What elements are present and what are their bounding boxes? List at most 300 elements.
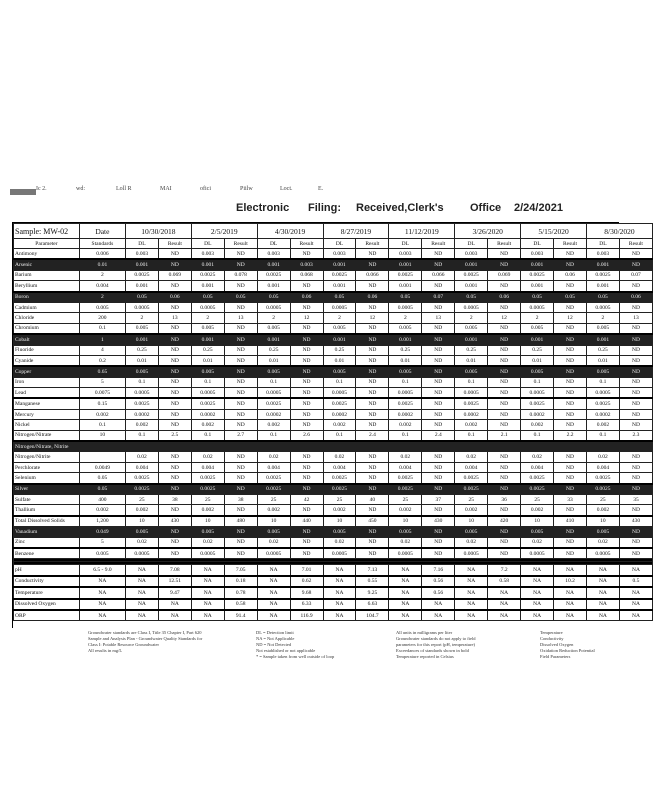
result-cell: ND [356, 473, 389, 484]
subheader-cell: DL [323, 239, 356, 249]
table-row [14, 452, 653, 462]
result-cell: ND [290, 377, 323, 387]
parameter-name: Thallium [14, 505, 80, 516]
result-cell: ND [356, 345, 389, 355]
result-cell: ND [554, 462, 587, 472]
result-cell: 13 [422, 313, 455, 323]
result-cell: NA [554, 610, 587, 621]
result-cell: 0.58 [488, 576, 521, 587]
detection-limit-cell: 0.005 [586, 366, 619, 377]
detection-limit-cell: 0.25 [125, 345, 158, 355]
result-cell [158, 441, 191, 452]
detection-limit-cell: 0.005 [125, 527, 158, 537]
result-cell: ND [290, 548, 323, 559]
date-header: 5/15/2020 [521, 224, 587, 239]
parameter-name: Dissolved Oxygen [14, 599, 80, 610]
date-header: 10/30/2018 [125, 224, 191, 239]
standard-value: 0.0049 [79, 462, 125, 472]
standard-value: 200 [79, 313, 125, 323]
detection-limit-cell: NA [389, 576, 422, 587]
detection-limit-cell: 0.005 [323, 366, 356, 377]
result-cell: ND [422, 398, 455, 409]
detection-limit-cell: 0.0005 [389, 302, 422, 312]
result-cell: ND [619, 505, 652, 516]
result-cell: 0.066 [422, 270, 455, 280]
result-cell: ND [290, 302, 323, 312]
result-cell: 0.78 [224, 587, 257, 598]
result-cell: ND [158, 398, 191, 409]
result-cell: ND [554, 323, 587, 334]
detection-limit-cell: 0.1 [323, 430, 356, 441]
standard-value: NA [79, 587, 125, 598]
result-cell: 0.078 [224, 270, 257, 280]
result-cell: 7.08 [158, 565, 191, 576]
detection-limit-cell: NA [389, 610, 422, 621]
table-row [14, 313, 653, 323]
result-cell: 0.07 [422, 292, 455, 303]
result-cell: NA [422, 599, 455, 610]
table-row [14, 537, 653, 548]
result-cell: 2.5 [158, 430, 191, 441]
standard-value: 0.15 [79, 398, 125, 409]
table-row [14, 516, 653, 527]
detection-limit-cell: 0.001 [125, 334, 158, 345]
result-cell: ND [488, 409, 521, 419]
result-cell: ND [554, 548, 587, 559]
detection-limit-cell: 0.0005 [455, 302, 488, 312]
detection-limit-cell: 0.0002 [257, 409, 290, 419]
detection-limit-cell: 0.001 [521, 334, 554, 345]
result-cell: ND [224, 548, 257, 559]
detection-limit-cell: 0.1 [521, 430, 554, 441]
result-cell: ND [158, 366, 191, 377]
parameter-name: Nickel [14, 420, 80, 430]
result-cell: ND [488, 388, 521, 399]
detection-limit-cell: NA [521, 599, 554, 610]
detection-limit-cell: 0.005 [586, 323, 619, 334]
standard-value: 4 [79, 345, 125, 355]
detection-limit-cell: NA [586, 587, 619, 598]
result-cell: 0.003 [290, 259, 323, 270]
detection-limit-cell: NA [389, 565, 422, 576]
detection-limit-cell: NA [521, 565, 554, 576]
result-cell [224, 441, 257, 452]
detection-limit-cell: 0.0025 [586, 398, 619, 409]
detection-limit-cell: 0.002 [455, 505, 488, 516]
detection-limit-cell: 0.0025 [323, 398, 356, 409]
parameter-name: Conductivity [14, 576, 80, 587]
table-row [14, 587, 653, 598]
table-row [14, 484, 653, 495]
detection-limit-cell: 0.001 [323, 334, 356, 345]
detection-limit-cell: 0.05 [455, 292, 488, 303]
result-cell: ND [224, 259, 257, 270]
footnote-line: Conductivity [540, 636, 564, 641]
detection-limit-cell: 0.003 [191, 249, 224, 260]
table-row [14, 334, 653, 345]
detection-limit-cell: 0.05 [125, 292, 158, 303]
subheader-cell: Result [422, 239, 455, 249]
detection-limit-cell: 0.1 [191, 377, 224, 387]
result-cell: ND [158, 420, 191, 430]
date-header-row [14, 224, 653, 239]
detection-limit-cell: 0.001 [323, 259, 356, 270]
detection-limit-cell: 0.0025 [323, 270, 356, 280]
result-cell: ND [554, 388, 587, 399]
result-cell: ND [158, 281, 191, 292]
detection-limit-cell: 0.004 [257, 462, 290, 472]
result-cell: ND [290, 249, 323, 260]
result-cell: ND [224, 420, 257, 430]
header-strip-item: Ic 2. [36, 186, 47, 192]
detection-limit-cell: 0.0002 [125, 409, 158, 419]
result-cell: ND [290, 366, 323, 377]
result-cell: ND [356, 537, 389, 548]
detection-limit-cell: 0.01 [323, 355, 356, 366]
table-row [14, 377, 653, 387]
table-row [14, 398, 653, 409]
result-cell: 440 [290, 516, 323, 527]
result-cell: ND [422, 420, 455, 430]
result-cell: ND [554, 484, 587, 495]
parameter-name: Barium [14, 270, 80, 280]
table-row [14, 420, 653, 430]
parameter-name: Iron [14, 377, 80, 387]
detection-limit-cell: 0.0025 [257, 484, 290, 495]
detection-limit-cell: 0.0025 [389, 484, 422, 495]
result-cell: 91.4 [224, 610, 257, 621]
detection-limit-cell: 0.0005 [257, 548, 290, 559]
footnote-line: Class I: Potable Resource Groundwater [88, 642, 159, 647]
result-cell: ND [158, 323, 191, 334]
footnote-line: ND = Not Detected [256, 642, 292, 647]
detection-limit-cell: 0.002 [323, 505, 356, 516]
result-cell: 2.4 [422, 430, 455, 441]
detection-limit-cell: 0.02 [191, 537, 224, 548]
standard-value: 6.5 - 9.0 [79, 565, 125, 576]
detection-limit-cell: 0.001 [257, 259, 290, 270]
detection-limit-cell: 0.02 [191, 452, 224, 462]
detection-limit-cell: 0.25 [586, 345, 619, 355]
result-cell: ND [158, 484, 191, 495]
result-cell: ND [619, 281, 652, 292]
footnote-column [540, 630, 595, 660]
detection-limit-cell: 0.0025 [455, 473, 488, 484]
standard-value: NA [79, 599, 125, 610]
result-cell: ND [422, 334, 455, 345]
result-cell: ND [290, 388, 323, 399]
result-cell: ND [290, 462, 323, 472]
result-cell: 116.9 [290, 610, 323, 621]
result-cell: 12.51 [158, 576, 191, 587]
table-row [14, 610, 653, 621]
result-cell: ND [422, 355, 455, 366]
detection-limit-cell: 0.01 [257, 355, 290, 366]
detection-limit-cell: 25 [521, 494, 554, 504]
result-cell: ND [356, 323, 389, 334]
result-cell: 13 [224, 313, 257, 323]
detection-limit-cell: 0.005 [521, 366, 554, 377]
result-cell: ND [619, 377, 652, 387]
result-cell: ND [290, 505, 323, 516]
result-cell: ND [554, 377, 587, 387]
detection-limit-cell: 0.005 [125, 366, 158, 377]
detection-limit-cell: 0.05 [257, 292, 290, 303]
result-cell: ND [488, 473, 521, 484]
parameter-name: Vanadium [14, 527, 80, 537]
parameter-name: Zinc [14, 537, 80, 548]
detection-limit-cell: 0.0025 [191, 270, 224, 280]
table-row [14, 355, 653, 366]
detection-limit-cell: 0.25 [257, 345, 290, 355]
result-cell: 0.55 [356, 576, 389, 587]
detection-limit-cell: 0.1 [323, 377, 356, 387]
detection-limit-cell: 0.1 [389, 430, 422, 441]
standard-value: 400 [79, 494, 125, 504]
detection-limit-cell: 0.05 [521, 292, 554, 303]
result-cell: ND [356, 505, 389, 516]
detection-limit-cell: 0.005 [191, 527, 224, 537]
result-cell: 2.3 [619, 430, 652, 441]
standard-value: 0.05 [79, 473, 125, 484]
footnote-line: Temperature [540, 630, 563, 635]
detection-limit-cell: 10 [586, 516, 619, 527]
result-cell: 480 [224, 516, 257, 527]
result-cell: ND [488, 527, 521, 537]
result-cell: ND [422, 249, 455, 260]
detection-limit-cell: NA [323, 565, 356, 576]
detection-limit-cell: 10 [521, 516, 554, 527]
standard-value: NA [79, 576, 125, 587]
result-cell: ND [619, 527, 652, 537]
result-cell: 0.18 [224, 576, 257, 587]
footnote-line: Groundwater standards are Class I, Title 35 Chapter I, Part 620 [88, 630, 202, 635]
result-cell: ND [158, 345, 191, 355]
table-row [14, 409, 653, 419]
parameter-name: Boron [14, 292, 80, 303]
stamp-part: Office [470, 202, 502, 214]
standard-value: 0.05 [79, 484, 125, 495]
detection-limit-cell: 0.0025 [521, 484, 554, 495]
detection-limit-cell: 2 [323, 313, 356, 323]
detection-limit-cell: NA [191, 576, 224, 587]
result-cell: NA [619, 610, 652, 621]
detection-limit-cell: NA [521, 587, 554, 598]
result-cell: NA [158, 599, 191, 610]
result-cell [422, 441, 455, 452]
result-cell: 36 [488, 494, 521, 504]
detection-limit-cell: NA [125, 587, 158, 598]
result-cell: ND [158, 527, 191, 537]
standard-value: 0.005 [79, 548, 125, 559]
detection-limit-cell: 0.25 [191, 345, 224, 355]
detection-limit-cell: 25 [191, 494, 224, 504]
date-header: 2/5/2019 [191, 224, 257, 239]
stamp-date: 2/24/2021 [514, 202, 563, 214]
result-cell: ND [422, 409, 455, 419]
standard-value: 2 [79, 292, 125, 303]
table-row [14, 473, 653, 484]
detection-limit-cell [323, 441, 356, 452]
detection-limit-cell: 0.1 [455, 377, 488, 387]
detection-limit-cell: NA [191, 565, 224, 576]
result-cell: 0.5 [619, 576, 652, 587]
result-cell: ND [224, 334, 257, 345]
table-row [14, 323, 653, 334]
result-cell: ND [290, 345, 323, 355]
standard-value: 1 [79, 334, 125, 345]
standard-value: NA [79, 610, 125, 621]
detection-limit-cell: 0.002 [521, 505, 554, 516]
result-cell: 6.63 [356, 599, 389, 610]
detection-limit-cell: NA [125, 610, 158, 621]
detection-limit-cell: 0.001 [586, 259, 619, 270]
result-cell: ND [488, 452, 521, 462]
result-cell: ND [224, 505, 257, 516]
result-cell: ND [224, 409, 257, 419]
result-cell [554, 441, 587, 452]
result-cell: ND [158, 259, 191, 270]
result-cell: ND [554, 452, 587, 462]
parameter-name: Perchlorate [14, 462, 80, 472]
detection-limit-cell: 25 [586, 494, 619, 504]
result-cell: 9.25 [356, 587, 389, 598]
result-cell: 420 [488, 516, 521, 527]
detection-limit-cell: 0.005 [521, 527, 554, 537]
detection-limit-cell: 0.001 [389, 281, 422, 292]
parameter-name: Cyanide [14, 355, 80, 366]
result-cell: ND [422, 377, 455, 387]
detection-limit-cell: 0.1 [455, 430, 488, 441]
result-cell: ND [356, 259, 389, 270]
detection-limit-cell: NA [455, 587, 488, 598]
detection-limit-cell: 0.001 [521, 259, 554, 270]
subheader-cell: DL [521, 239, 554, 249]
detection-limit-cell: 0.001 [125, 259, 158, 270]
result-cell: NA [488, 587, 521, 598]
result-cell: ND [619, 409, 652, 419]
detection-limit-cell: NA [323, 610, 356, 621]
parameter-name: Fluoride [14, 345, 80, 355]
result-cell: ND [356, 527, 389, 537]
result-cell: ND [422, 537, 455, 548]
table-row [14, 527, 653, 537]
detection-limit-cell: 0.005 [455, 323, 488, 334]
result-cell: ND [290, 420, 323, 430]
standard-value: 0.1 [79, 323, 125, 334]
result-cell: 430 [158, 516, 191, 527]
header-strip [36, 186, 618, 196]
detection-limit-cell: 0.003 [125, 249, 158, 260]
result-cell: ND [619, 345, 652, 355]
result-cell: ND [554, 420, 587, 430]
result-cell: ND [290, 537, 323, 548]
result-cell: ND [224, 527, 257, 537]
result-cell: ND [356, 484, 389, 495]
result-cell: 2.1 [488, 430, 521, 441]
result-cell: ND [619, 302, 652, 312]
detection-limit-cell: 0.005 [521, 323, 554, 334]
detection-limit-cell: 0.0025 [125, 484, 158, 495]
parameter-name: Nitrogen/Nitrate [14, 430, 80, 441]
detection-limit-cell: 0.01 [521, 355, 554, 366]
result-cell: 12 [356, 313, 389, 323]
detection-limit-cell: 0.0005 [521, 302, 554, 312]
detection-limit-cell: 0.002 [586, 420, 619, 430]
result-cell: 2.6 [290, 430, 323, 441]
parameter-name: pH [14, 565, 80, 576]
detection-limit-cell: NA [586, 576, 619, 587]
result-cell: ND [422, 548, 455, 559]
detection-limit-cell: 0.0002 [521, 409, 554, 419]
standard-value [79, 452, 125, 462]
detection-limit-cell: 0.0002 [323, 409, 356, 419]
result-cell: NA [554, 565, 587, 576]
table-row [14, 249, 653, 260]
parameter-name: Selenium [14, 473, 80, 484]
subheader-cell: Result [290, 239, 323, 249]
result-cell: 0.58 [224, 599, 257, 610]
detection-limit-cell: 0.0025 [455, 398, 488, 409]
header-strip-item: Loct. [280, 186, 293, 192]
result-cell: ND [619, 548, 652, 559]
detection-limit-cell: 0.02 [521, 452, 554, 462]
result-cell: 7.16 [422, 565, 455, 576]
stamp-part: Received,Clerk's [356, 202, 444, 214]
detection-limit-cell: 10 [455, 516, 488, 527]
result-cell: ND [488, 420, 521, 430]
detection-limit-cell: NA [521, 576, 554, 587]
detection-limit-cell: 0.001 [389, 334, 422, 345]
detection-limit-cell: 0.002 [521, 420, 554, 430]
parameter-name: Arsenic [14, 259, 80, 270]
detection-limit-cell [455, 441, 488, 452]
result-cell: 7.2 [488, 565, 521, 576]
result-cell: ND [422, 452, 455, 462]
detection-limit-cell: 0.002 [191, 505, 224, 516]
result-cell: ND [224, 345, 257, 355]
result-cell: ND [158, 548, 191, 559]
detection-limit-cell: 0.02 [323, 452, 356, 462]
stamp-part: Filing: [308, 202, 341, 214]
subheader-cell: Result [356, 239, 389, 249]
parameter-name: Cadmium [14, 302, 80, 312]
footnote-line: DL = Detection limit [256, 630, 294, 635]
detection-limit-cell: 0.005 [191, 323, 224, 334]
result-cell: 430 [619, 516, 652, 527]
result-cell: NA [554, 587, 587, 598]
result-cell: 7.01 [290, 565, 323, 576]
result-cell: NA [422, 610, 455, 621]
result-cell: ND [158, 473, 191, 484]
result-cell: ND [488, 249, 521, 260]
header-strip-item: Loll R [116, 186, 132, 192]
detection-limit-cell: NA [455, 565, 488, 576]
date-header: 8/30/2020 [586, 224, 652, 239]
detection-limit-cell: NA [389, 599, 422, 610]
detection-limit-cell: 0.02 [586, 452, 619, 462]
detection-limit-cell: 0.002 [257, 420, 290, 430]
detection-limit-cell: 0.0025 [521, 398, 554, 409]
result-cell: ND [356, 355, 389, 366]
detection-limit-cell: 25 [125, 494, 158, 504]
result-cell: ND [619, 452, 652, 462]
detection-limit-cell: NA [257, 576, 290, 587]
result-cell: ND [488, 398, 521, 409]
detection-limit-cell: 0.001 [586, 334, 619, 345]
detection-limit-cell: 2 [586, 313, 619, 323]
result-cell: ND [488, 462, 521, 472]
